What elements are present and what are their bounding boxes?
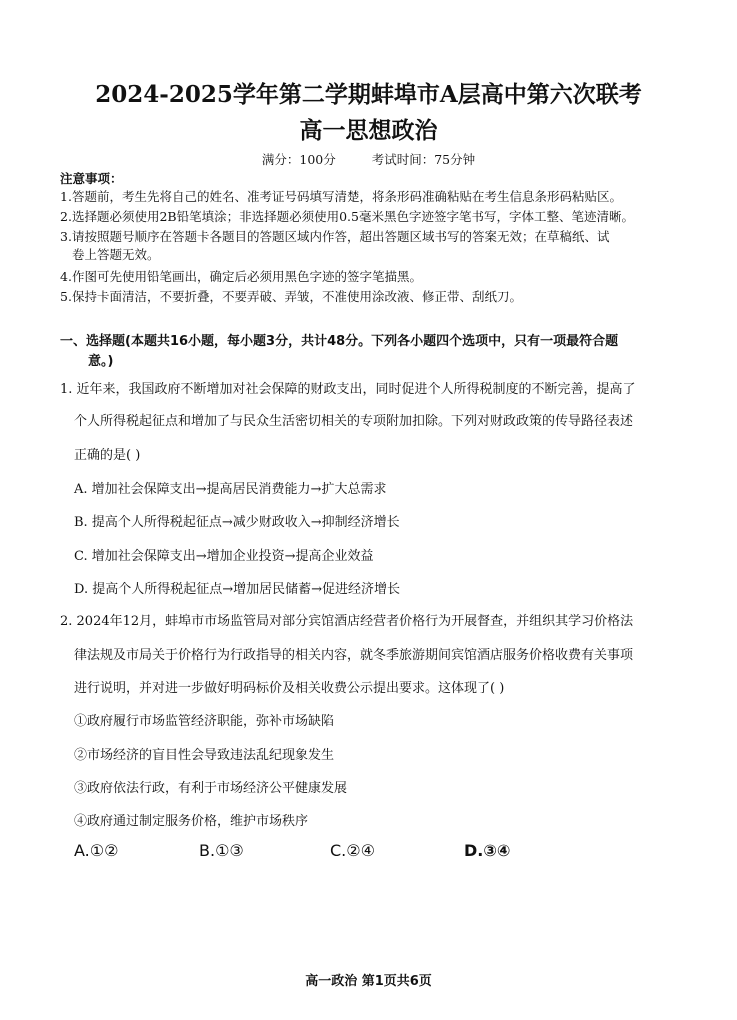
note-text: 选择题必须使用2B铅笔填涂；非选择题必须使用0.5毫米黑色字迹签字笔书写，字体工整、笔迹清晰。	[71, 209, 634, 224]
question-1-option-c: C. 增加社会保障支出→增加企业投资→提高企业效益	[74, 549, 374, 564]
exam-time: 考试时间：75分钟	[371, 152, 476, 167]
notes-heading: 注意事项：	[60, 171, 123, 186]
section-line-1: 一、选择题(本题共16小题，每小题3分，共计48分。下列各小题四个选项中，只有一项最符合题	[60, 334, 619, 349]
note-text: 保持卡面清洁，不要折叠，不要弄破、弄皱，不准使用涂改液、修正带、刮纸刀。	[71, 289, 522, 304]
question-1-option-a: A. 增加社会保障支出→提高居民消费能力→扩大总需求	[74, 482, 387, 497]
question-2-statement-2: ②市场经济的盲目性会导致违法乱纪现象发生	[74, 748, 335, 763]
note-text: 请按照题号顺序在答题卡各题目的答题区域内作答，超出答题区域书写的答案无效；在草稿纸、试	[71, 229, 610, 244]
note-number: 3.	[60, 229, 72, 244]
question-2-statement-1: ①政府履行市场监管经济职能，弥补市场缺陷	[74, 714, 335, 729]
section-line-2: 意。)	[88, 354, 114, 369]
question-2-option-b: B.①③	[199, 841, 244, 860]
note-item	[60, 188, 680, 206]
note-number: 5.	[60, 289, 72, 304]
note-item	[60, 288, 680, 306]
note-item	[60, 268, 680, 286]
question-2-stem-line-2: 律法规及市局关于价格行为行政指导的相关内容，就冬季旅游期间宾馆酒店服务价格收费有关事项	[74, 648, 634, 663]
question-1-option-b: B. 提高个人所得税起征点→减少财政收入→抑制经济增长	[74, 515, 400, 530]
note-number: 2.	[60, 209, 72, 224]
section-heading	[60, 332, 680, 372]
question-2-stem: 2. 2024年12月，蚌埠市市场监管局对部分宾馆酒店经营者价格行为开展督查，并组织其学习价格法	[60, 614, 634, 629]
question-2-statement-3: ③政府依法行政，有利于市场经济公平健康发展	[74, 781, 348, 796]
note-number: 4.	[60, 269, 72, 284]
note-text: 作图可先使用铅笔画出，确定后必须用黑色字迹的签字笔描黑。	[71, 269, 422, 284]
subject-title: 高一思想政治	[299, 117, 438, 144]
note-item	[60, 208, 680, 226]
exam-meta	[0, 150, 737, 168]
full-score: 满分：100分	[261, 152, 336, 167]
exam-title: 2024-2025学年第二学期蚌埠市A层高中第六次联考	[95, 81, 642, 108]
question-1-stem-line-2: 个人所得税起征点和增加了与民众生活密切相关的专项附加扣除。下列对财政政策的传导路径表述	[74, 414, 634, 429]
question-2-statement-4: ④政府通过制定服务价格，维护市场秩序	[74, 814, 309, 829]
question-1-stem-line-3: 正确的是( )	[74, 448, 141, 463]
question-2-option-c: C.②④	[330, 841, 375, 860]
note-item	[60, 228, 680, 246]
question-2-option-d: D.③④	[464, 841, 511, 860]
question-2-option-a: A.①②	[74, 841, 119, 860]
note-number: 1.	[60, 189, 72, 204]
note-text: 答题前，考生先将自己的姓名、准考证号码填写清楚，将条形码准确粘贴在考生信息条形码粘贴区。	[71, 189, 622, 204]
question-2-stem-line-3: 进行说明，并对进一步做好明码标价及相关收费公示提出要求。这体现了( )	[74, 681, 505, 696]
note-continuation: 卷上答题无效。	[72, 247, 160, 262]
page-footer: 高一政治 第1页共6页	[305, 974, 432, 989]
question-1-stem: 1. 近年来，我国政府不断增加对社会保障的财政支出，同时促进个人所得税制度的不断完善，提高了	[60, 382, 636, 397]
question-1-option-d: D. 提高个人所得税起征点→增加居民储蓄→促进经济增长	[74, 582, 401, 597]
